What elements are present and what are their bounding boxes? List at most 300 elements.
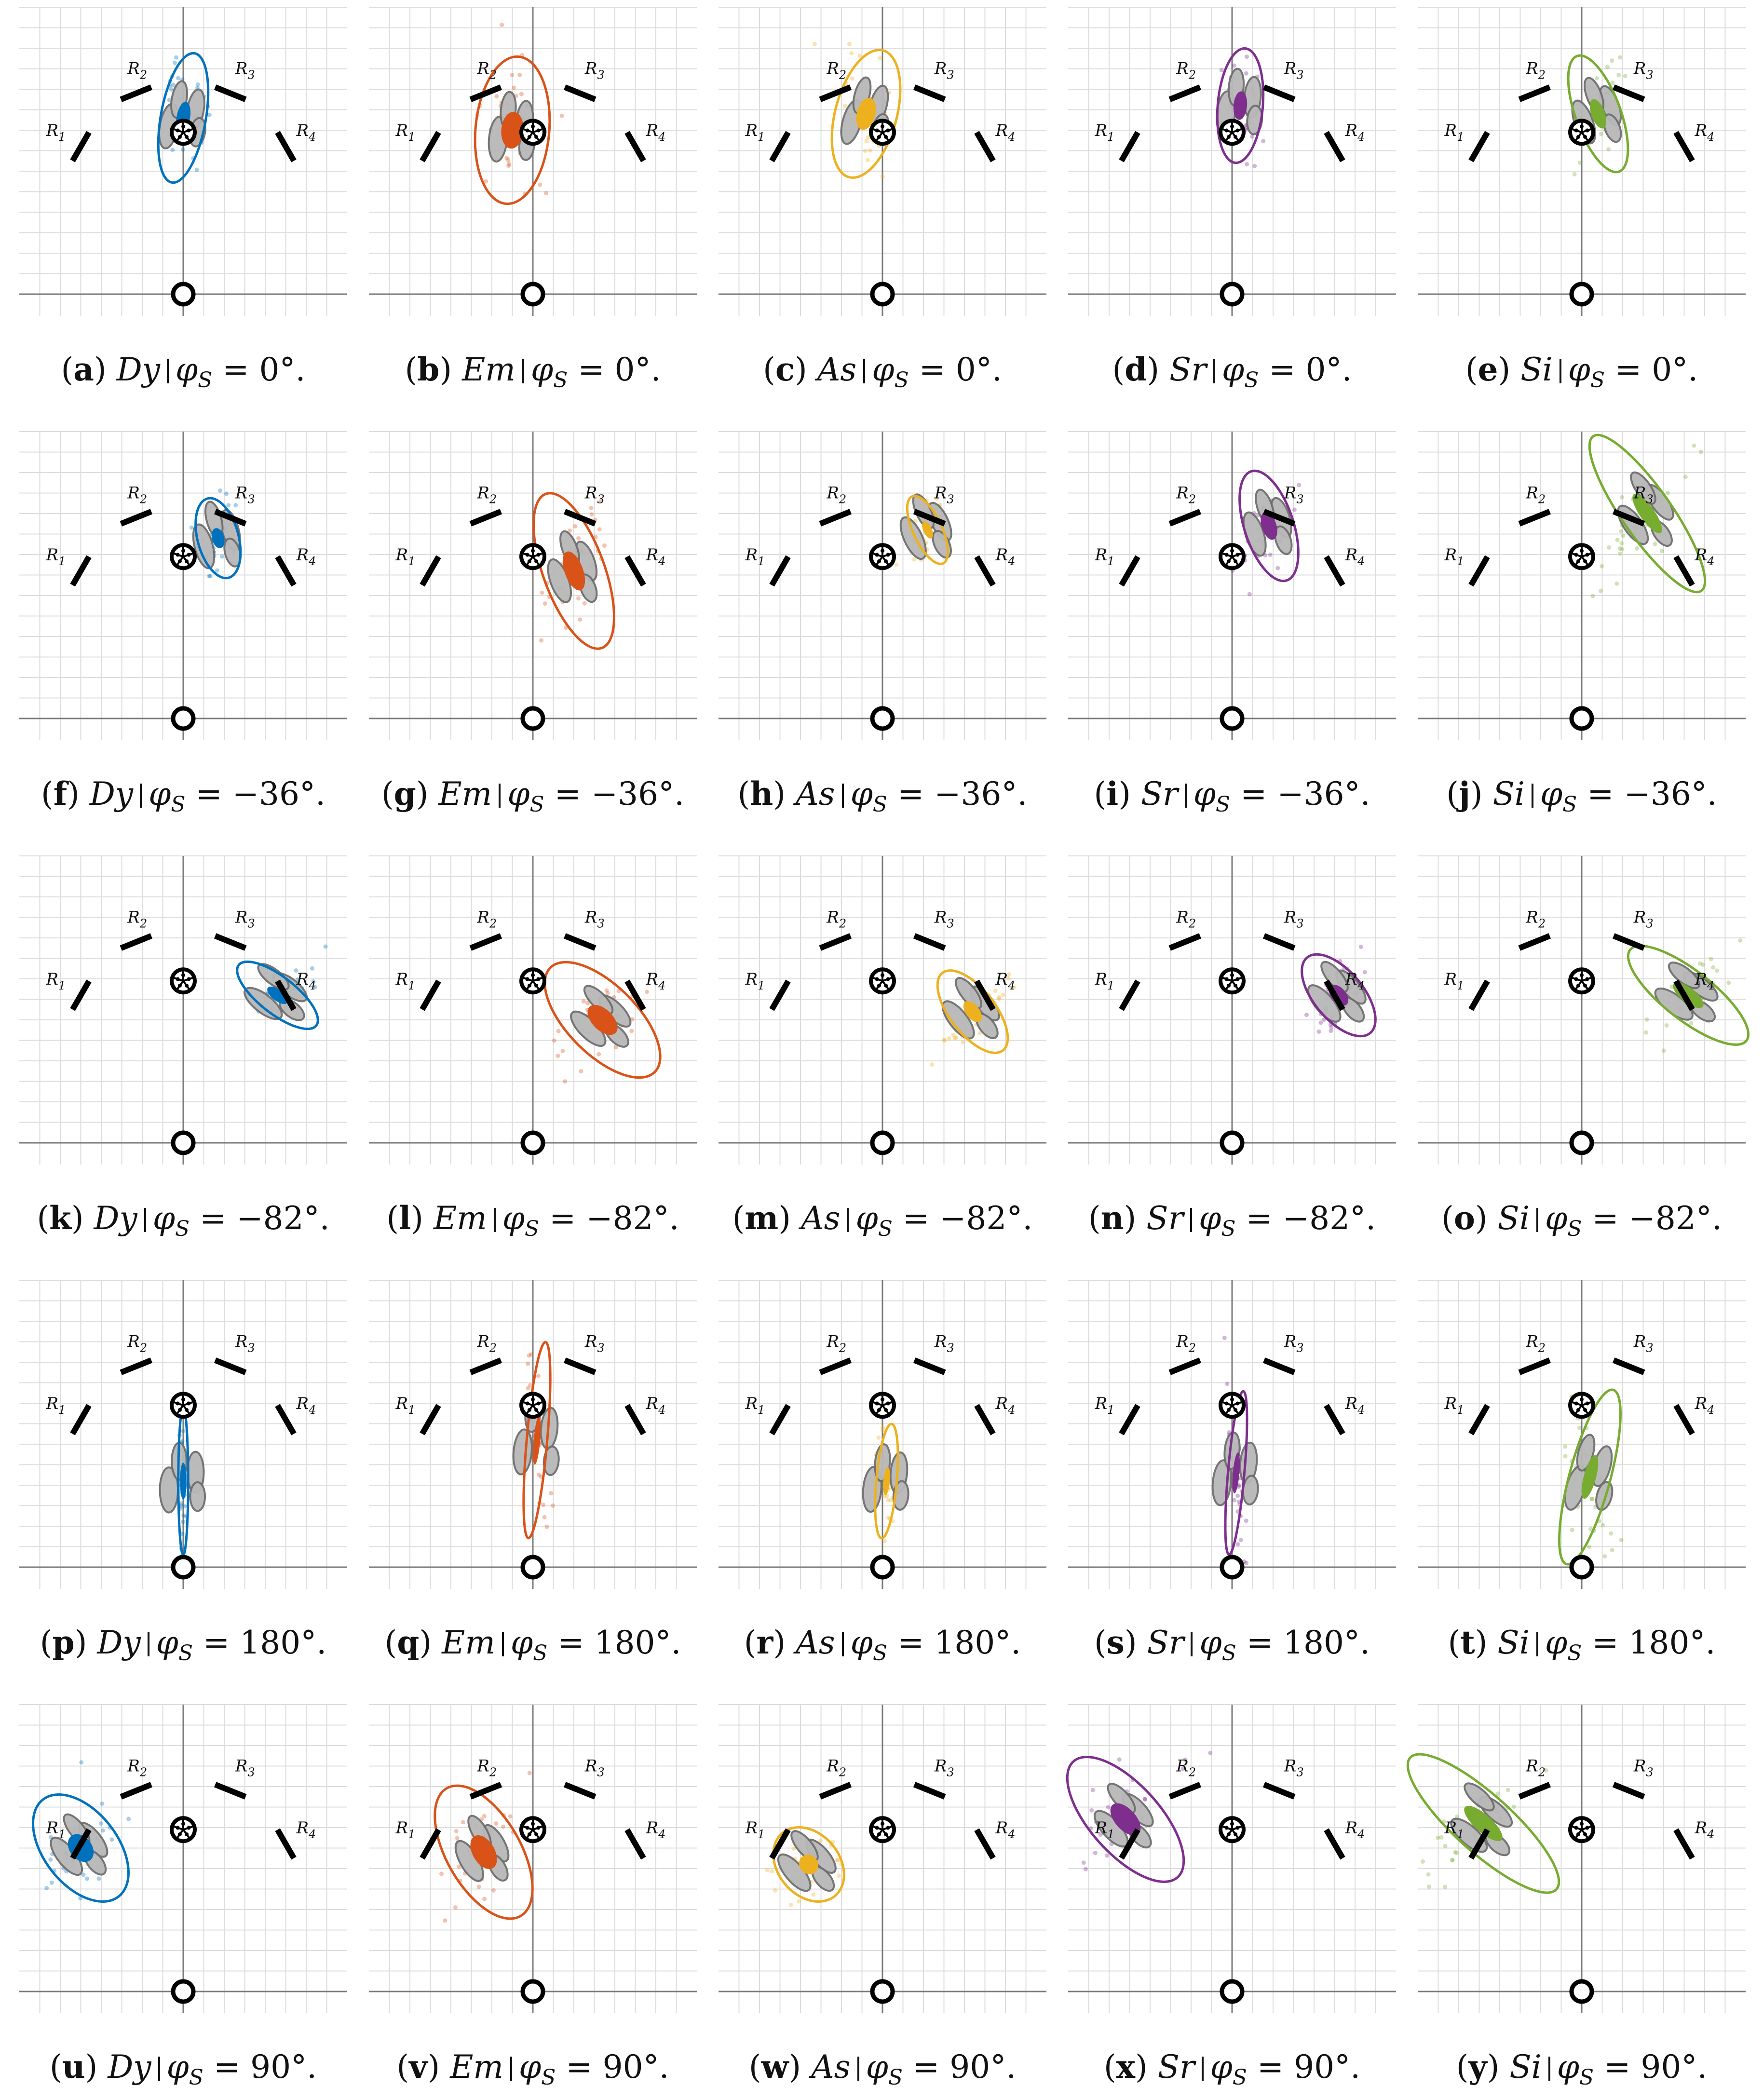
response-point (597, 1052, 601, 1057)
receiver-r2 (1519, 908, 1550, 948)
response-point (501, 1825, 505, 1829)
speaker-icon (1222, 708, 1242, 729)
response-point (494, 1821, 498, 1826)
response-point (1635, 546, 1639, 551)
phi-symbol: φ (1545, 1624, 1568, 1661)
panel-v (369, 1705, 697, 2100)
phi-symbol: φ (1221, 351, 1245, 388)
response-point (551, 1504, 555, 1508)
receiver-r1 (46, 545, 89, 585)
receiver-r4 (1676, 121, 1715, 161)
listener-head-icon (869, 119, 896, 146)
panel-id: (m) (732, 1199, 791, 1237)
response-point (453, 1905, 458, 1910)
receiver-label: $R_4$ (646, 121, 666, 144)
speaker-icon (523, 1557, 543, 1577)
panel-id: (l) (386, 1199, 423, 1237)
receiver-r1 (1444, 121, 1488, 161)
receiver-r2 (1519, 1332, 1550, 1373)
panel-y (1418, 1705, 1746, 2100)
receiver-r4 (278, 121, 316, 161)
response-point (482, 1897, 487, 1901)
panel-caption: (l) Em $\varphi_S = -82^\circ$. (386, 1199, 679, 1242)
response-point (1421, 1859, 1425, 1864)
listener-head-icon (519, 119, 546, 146)
receiver-r4 (1327, 545, 1365, 585)
receiver-r2 (820, 908, 851, 948)
receiver-r1 (46, 121, 89, 161)
speaker-icon (523, 1981, 543, 2002)
subject-label: Si (1492, 775, 1525, 813)
response-point (526, 1362, 530, 1366)
panel-id: (e) (1465, 351, 1511, 388)
panel-caption: (t) Si $\varphi_S = 180^\circ$. (1448, 1624, 1716, 1666)
phi-symbol: φ (1540, 775, 1563, 813)
receiver-label: $R_2$ (127, 1756, 148, 1779)
receiver-r3 (1264, 908, 1303, 948)
receiver-r2 (471, 1332, 501, 1373)
response-point (773, 1888, 777, 1893)
response-point (99, 1821, 103, 1826)
phi-symbol: φ (1199, 1624, 1222, 1661)
response-point (1587, 1545, 1591, 1549)
response-point (100, 1802, 104, 1806)
receiver-r1 (745, 1818, 788, 1858)
plot-area (369, 432, 697, 759)
response-point (1709, 957, 1713, 961)
receiver-label: $R_4$ (296, 545, 316, 568)
response-point (765, 1868, 770, 1872)
response-point (1573, 172, 1577, 176)
receiver-label: $R_2$ (1176, 1332, 1196, 1355)
speaker-icon (1572, 284, 1592, 304)
receiver-label: $R_2$ (1176, 483, 1196, 506)
receiver-label: $R_4$ (1345, 1394, 1365, 1417)
response-point (1600, 564, 1604, 569)
receiver-label: $R_3$ (584, 59, 605, 82)
response-point (863, 149, 867, 153)
response-point (190, 526, 194, 530)
receiver-r2 (121, 1332, 151, 1373)
receiver-label: $R_2$ (477, 1756, 497, 1779)
panel-caption: (x) Sr $\varphi_S = 90^\circ$. (1103, 2048, 1361, 2090)
plot-area (369, 1705, 697, 2032)
phi-symbol: φ (507, 775, 530, 813)
response-point (48, 1857, 53, 1862)
receiver-r1 (1095, 545, 1138, 585)
response-point (1001, 993, 1005, 997)
response-point (323, 945, 327, 949)
subject-label: Sr (1169, 351, 1207, 388)
response-point (1232, 64, 1236, 68)
receiver-label: $R_4$ (995, 1394, 1016, 1417)
response-point (789, 1903, 793, 1907)
panel-id: (a) (61, 351, 107, 388)
panel-caption: (n) Sr $\varphi_S = -82^\circ$. (1088, 1199, 1376, 1242)
response-point (506, 158, 511, 163)
receiver-label: $R_1$ (395, 1818, 416, 1841)
response-point (1268, 553, 1273, 557)
plot-area (1418, 432, 1746, 759)
listener-head-icon (1219, 967, 1246, 994)
receiver-r1 (395, 121, 439, 161)
listener-head-icon (1219, 1816, 1246, 1843)
receiver-label: $R_1$ (395, 121, 416, 144)
speaker-icon (173, 1133, 193, 1153)
response-point (174, 55, 178, 60)
plot-area (1068, 432, 1396, 759)
response-point (1225, 1382, 1229, 1386)
receiver-label: $R_2$ (827, 1332, 847, 1355)
receiver-r1 (1095, 970, 1138, 1009)
response-point (606, 991, 610, 995)
response-point (1644, 1030, 1648, 1035)
subject-label: As (800, 1200, 841, 1237)
panel-caption: (c) As $\varphi_S = 0^\circ$. (763, 351, 1002, 393)
panel-p (19, 1280, 347, 1676)
response-point (602, 543, 607, 548)
response-point (482, 1814, 487, 1818)
response-point (1599, 589, 1603, 593)
listener-head-icon (170, 1816, 197, 1843)
response-point (947, 1036, 951, 1041)
response-point (529, 1352, 533, 1356)
speaker-icon (1222, 1133, 1242, 1153)
receiver-label: $R_3$ (1633, 1332, 1654, 1355)
response-point (543, 601, 547, 606)
response-point (1304, 1013, 1309, 1017)
plot-area (369, 1280, 697, 1608)
phi-symbol: φ (530, 351, 554, 388)
receiver-r1 (745, 545, 788, 585)
receiver-label: $R_1$ (46, 970, 66, 992)
response-point (1619, 541, 1624, 545)
response-point (1578, 161, 1582, 165)
receiver-r3 (1264, 1332, 1303, 1373)
receiver-label: $R_3$ (584, 483, 605, 506)
panel-id: (n) (1088, 1199, 1137, 1237)
response-point (508, 1814, 513, 1818)
panel-id: (k) (37, 1199, 84, 1237)
receiver-label: $R_2$ (1176, 59, 1196, 82)
response-point (1599, 132, 1603, 136)
phi-symbol: φ (502, 1200, 525, 1237)
response-point (1619, 529, 1623, 533)
response-point (50, 1881, 54, 1885)
receiver-label: $R_1$ (745, 121, 765, 144)
receiver-label: $R_3$ (934, 1756, 954, 1779)
phi-symbol: φ (175, 351, 198, 388)
response-point (582, 999, 586, 1003)
response-point (835, 1858, 839, 1862)
receiver-r3 (914, 1757, 954, 1797)
response-point (552, 1038, 556, 1043)
receiver-label: $R_4$ (1695, 1394, 1715, 1417)
receiver-r1 (395, 1818, 439, 1858)
phi-value: = −36°. (185, 775, 325, 813)
response-point (1614, 582, 1619, 586)
receiver-r2 (121, 1757, 151, 1797)
listener-head-icon (1568, 967, 1595, 994)
receiver-label: $R_4$ (995, 545, 1016, 568)
listener-head-icon (519, 967, 546, 994)
response-point (1084, 1867, 1088, 1871)
response-point (1610, 1548, 1614, 1552)
response-point (589, 512, 594, 516)
receiver-label: $R_1$ (1095, 121, 1115, 144)
panel-caption: (v) Em $\varphi_S = 90^\circ$. (396, 2048, 669, 2090)
response-point (1443, 1844, 1448, 1848)
response-point (183, 1504, 187, 1508)
receiver-r4 (1327, 121, 1365, 161)
response-point (1711, 965, 1715, 970)
response-point (1093, 1851, 1098, 1855)
phi-symbol: φ (149, 775, 171, 813)
response-point (1318, 1020, 1323, 1025)
receiver-label: $R_3$ (584, 1756, 605, 1779)
response-point (1621, 533, 1626, 538)
panel-id: (i) (1094, 775, 1131, 813)
receiver-label: $R_4$ (646, 1818, 666, 1841)
response-point (1618, 55, 1622, 59)
response-point (491, 1888, 496, 1893)
receiver-label: $R_3$ (1633, 483, 1654, 506)
response-point (1427, 1884, 1431, 1889)
panel-id: (h) (737, 775, 786, 813)
panel-id: (u) (49, 2048, 98, 2086)
receiver-label: $R_4$ (296, 121, 316, 144)
receiver-label: $R_2$ (477, 59, 497, 82)
response-point (461, 1820, 465, 1824)
receiver-r3 (215, 1332, 255, 1373)
response-point (1506, 1788, 1510, 1792)
receiver-label: $R_1$ (46, 1818, 66, 1841)
receiver-r3 (215, 59, 255, 100)
phi-symbol: φ (152, 1200, 175, 1237)
subject-label: Em (438, 775, 492, 813)
phi-value: = −82°. (1235, 1200, 1376, 1237)
mean-marker (180, 1463, 187, 1500)
panel-id: (j) (1446, 775, 1483, 813)
response-point (1738, 938, 1742, 943)
response-point (1232, 1498, 1236, 1503)
plot-area (19, 7, 347, 335)
receiver-r2 (1170, 1332, 1200, 1373)
response-point (882, 1539, 887, 1544)
response-point (233, 503, 238, 507)
response-point (1715, 969, 1719, 973)
panel-caption: (r) As $\varphi_S = 180^\circ$. (744, 1624, 1021, 1666)
panel-b (369, 7, 697, 403)
panel-n (1068, 856, 1396, 1251)
listener-head-icon (869, 1392, 896, 1419)
response-point (85, 1877, 89, 1881)
response-point (181, 1429, 186, 1433)
receiver-r1 (745, 1394, 788, 1434)
response-point (1261, 139, 1265, 143)
speaker-icon (1222, 284, 1242, 304)
panel-u (19, 1705, 347, 2100)
response-point (556, 1029, 561, 1033)
receiver-label: $R_3$ (235, 1756, 255, 1779)
listener-head-icon (869, 967, 896, 994)
response-point (583, 601, 587, 606)
receiver-r4 (627, 1818, 666, 1858)
response-point (220, 555, 224, 559)
receiver-label: $R_4$ (995, 970, 1016, 992)
response-point (1600, 1523, 1605, 1527)
phi-symbol: φ (1557, 2048, 1579, 2086)
response-point (1245, 54, 1249, 59)
receiver-label: $R_1$ (1444, 970, 1465, 992)
receiver-r2 (471, 59, 501, 100)
receiver-label: $R_4$ (296, 1394, 316, 1417)
plot-area (1418, 1705, 1746, 2032)
panel-id: (g) (381, 775, 429, 813)
panel-caption: (i) Sr $\varphi_S = -36^\circ$. (1094, 775, 1370, 817)
response-point (1618, 552, 1622, 556)
response-point (101, 1829, 105, 1833)
phi-symbol: φ (850, 1624, 873, 1661)
receiver-label: $R_1$ (395, 970, 416, 992)
response-point (1662, 1048, 1666, 1053)
subject-label: Em (433, 1200, 487, 1237)
receiver-label: $R_4$ (1345, 970, 1365, 992)
response-point (1220, 68, 1224, 72)
response-point (1363, 970, 1367, 975)
receiver-label: $R_1$ (46, 121, 66, 144)
receiver-r2 (121, 908, 151, 948)
receiver-label: $R_3$ (584, 1332, 605, 1355)
phi-value: = 180°. (193, 1624, 327, 1661)
response-point (847, 42, 852, 46)
response-point (494, 94, 499, 98)
response-point (813, 42, 817, 46)
receiver-label: $R_3$ (934, 908, 954, 931)
panel-q (369, 1280, 697, 1676)
panel-l (369, 856, 697, 1251)
subject-label: As (817, 351, 857, 388)
receiver-label: $R_2$ (477, 483, 497, 506)
response-point (537, 1473, 541, 1477)
receiver-label: $R_3$ (1633, 1756, 1654, 1779)
phi-symbol: φ (510, 1624, 533, 1661)
receiver-r1 (395, 970, 439, 1009)
panel-o (1418, 856, 1746, 1251)
plot-area (1418, 1280, 1746, 1608)
listener-head-icon (170, 1392, 197, 1419)
response-point (868, 148, 872, 152)
plot-area (1068, 1705, 1396, 2032)
receiver-r4 (278, 1394, 316, 1434)
receiver-r1 (1095, 1394, 1138, 1434)
receiver-r2 (820, 1332, 851, 1373)
response-point (1143, 1797, 1147, 1801)
phi-value: = 90°. (556, 2048, 669, 2086)
plot-area (19, 856, 347, 1184)
response-point (961, 1040, 965, 1044)
receiver-label: $R_1$ (395, 545, 416, 568)
phi-symbol: φ (1545, 1200, 1568, 1237)
response-point (218, 488, 222, 493)
response-point (519, 92, 524, 96)
response-point (510, 73, 514, 77)
response-point (477, 1884, 481, 1889)
panel-caption: (e) Si $\varphi_S = 0^\circ$. (1465, 351, 1698, 393)
plot-area (1068, 7, 1396, 335)
response-point (512, 85, 516, 90)
response-point (954, 1035, 958, 1040)
receiver-r1 (395, 545, 439, 585)
receiver-label: $R_2$ (127, 908, 148, 931)
receiver-r2 (820, 1757, 851, 1797)
receiver-label: $R_3$ (235, 1332, 255, 1355)
panel-j (1418, 432, 1746, 827)
response-point (578, 617, 582, 622)
response-point (1105, 1854, 1109, 1858)
response-point (1606, 147, 1611, 151)
receiver-label: $R_3$ (934, 1332, 954, 1355)
panel-caption: (y) Si $\varphi_S = 90^\circ$. (1456, 2048, 1708, 2090)
response-point (876, 1436, 881, 1440)
listener-head-icon (170, 967, 197, 994)
panel-caption: (w) As $\varphi_S = 90^\circ$. (748, 2048, 1017, 2090)
response-point (1609, 1531, 1613, 1536)
response-point (1683, 474, 1688, 479)
response-point (1443, 1885, 1447, 1889)
response-point (1082, 1860, 1086, 1865)
response-point (1605, 65, 1610, 69)
phi-symbol: φ (156, 1624, 178, 1661)
receiver-r2 (820, 484, 851, 524)
response-point (109, 1837, 114, 1842)
panel-f (19, 432, 347, 827)
response-point (589, 506, 594, 510)
speaker-icon (872, 1981, 893, 2002)
subject-label: Dy (108, 2048, 151, 2086)
panel-w (719, 1705, 1046, 2100)
response-point (560, 114, 564, 118)
receiver-r4 (977, 1818, 1016, 1858)
panel-id: (s) (1094, 1624, 1137, 1661)
receiver-label: $R_2$ (827, 908, 847, 931)
receiver-r3 (914, 908, 954, 948)
receiver-label: $R_1$ (1444, 1818, 1465, 1841)
response-point (1089, 1808, 1094, 1813)
receiver-label: $R_2$ (1526, 1332, 1546, 1355)
response-point (536, 1374, 541, 1378)
panel-id: (o) (1441, 1199, 1488, 1237)
response-point (1239, 1538, 1243, 1542)
receiver-label: $R_4$ (1695, 1818, 1715, 1841)
panel-caption: (q) Em $\varphi_S = 180^\circ$. (384, 1624, 681, 1666)
panel-id: (v) (396, 2048, 440, 2086)
receiver-label: $R_1$ (1095, 1818, 1115, 1841)
response-point (539, 638, 543, 643)
receiver-label: $R_3$ (934, 59, 954, 82)
plot-area (369, 856, 697, 1184)
receiver-label: $R_4$ (995, 1818, 1016, 1841)
other-subject-ellipse (512, 1429, 533, 1475)
phi-symbol: φ (866, 2048, 888, 2086)
response-point (196, 82, 200, 87)
response-point (1248, 592, 1252, 596)
response-point (573, 524, 577, 528)
response-point (1091, 1788, 1095, 1792)
receiver-r2 (1519, 484, 1550, 524)
phi-value: = 90°. (1247, 2048, 1361, 2086)
response-point (96, 1876, 101, 1881)
